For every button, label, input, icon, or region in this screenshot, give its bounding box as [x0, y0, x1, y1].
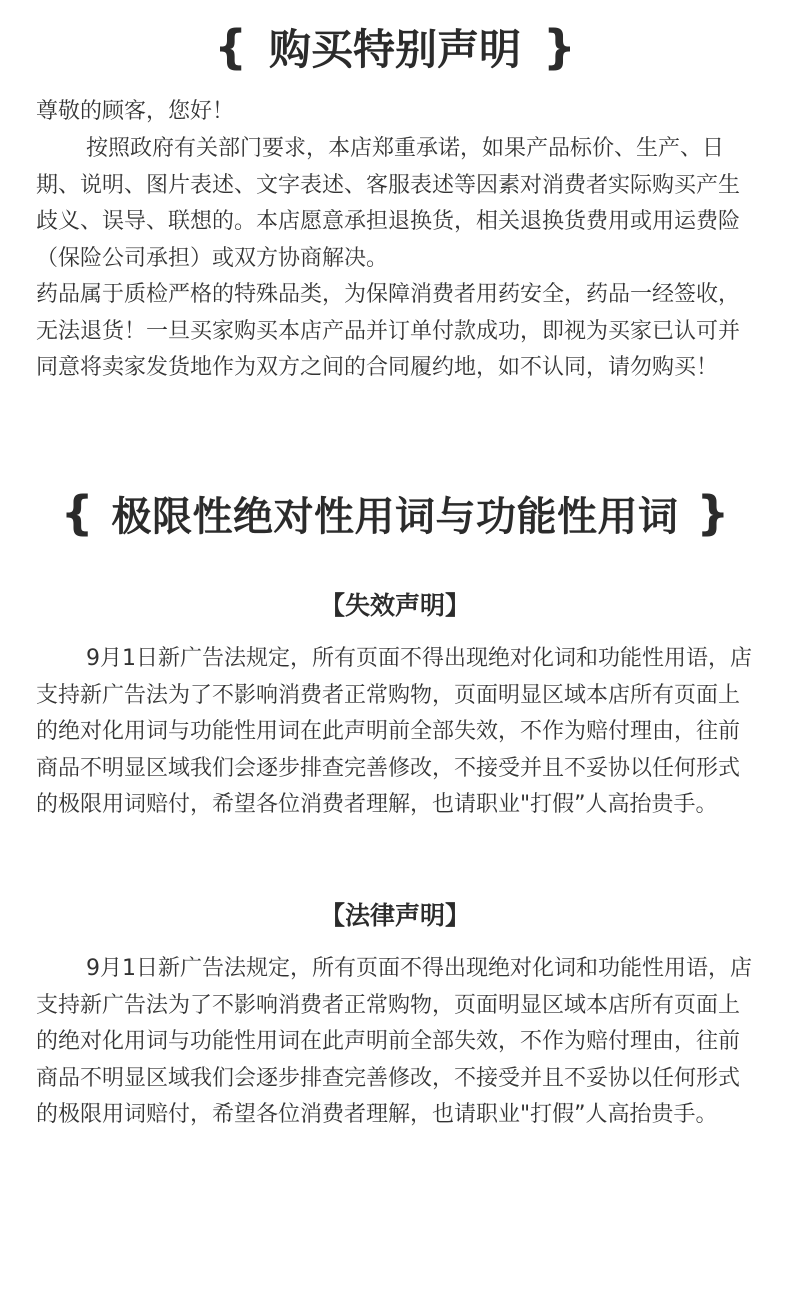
- absolute-terms-title: 极限性绝对性用词与功能性用词: [111, 493, 679, 540]
- right-brace: }: [696, 486, 730, 540]
- greeting-text: 尊敬的顾客，您好！: [36, 99, 235, 124]
- left-brace: {: [60, 486, 94, 540]
- promise-paragraph: 按照政府有关部门要求，本店郑重承诺，如果产品标价、生产、日期、说明、图片表述、文字表述、客服表述等因素对消费者实际购买产生歧义、误导、联想的。本店愿意承担退换货，相关退换货费用或用运费险（保险公司承担）或双方协商解决。: [36, 136, 741, 271]
- purchase-statement-title: 购买特别声明: [268, 25, 521, 74]
- absolute-terms-heading: [0, 484, 790, 542]
- invalid-statement-body: 9月1日新广告法规定，所有页面不得出现绝对化词和功能性用语，店支持新广告法为了不影响消费者正常购物，页面明显区域本店所有页面上的绝对化用词与功能性用词在此声明前全部失效，不作为赔付理由，往前商品不明显区域我们会逐步排查完善修改，不接受并且不妥协以任何形式的极限用词赔付，希望各位消费者理解，也请职业"打假”人高抬贵手。: [36, 646, 752, 817]
- purchase-statement-heading: [0, 18, 790, 76]
- right-brace: }: [543, 20, 576, 74]
- medicine-return-paragraph: 药品属于质检严格的特殊品类，为保障消费者用药安全，药品一经签收，无法退货！一旦买家购买本店产品并订单付款成功，即视为买家已认可并同意将卖家发货地作为双方之间的合同履约地，如不认同，请勿购买！: [36, 282, 741, 380]
- left-brace: {: [214, 20, 247, 74]
- legal-statement-title: 【法律声明】: [319, 901, 470, 930]
- legal-statement-body: 9月1日新广告法规定，所有页面不得出现绝对化词和功能性用语，店支持新广告法为了不影响消费者正常购物，页面明显区域本店所有页面上的绝对化用词与功能性用词在此声明前全部失效，不作为赔付理由，往前商品不明显区域我们会逐步排查完善修改，不接受并且不妥协以任何形式的极限用词赔付，希望各位消费者理解，也请职业"打假”人高抬贵手。: [36, 956, 752, 1127]
- invalid-statement-title: 【失效声明】: [319, 591, 470, 620]
